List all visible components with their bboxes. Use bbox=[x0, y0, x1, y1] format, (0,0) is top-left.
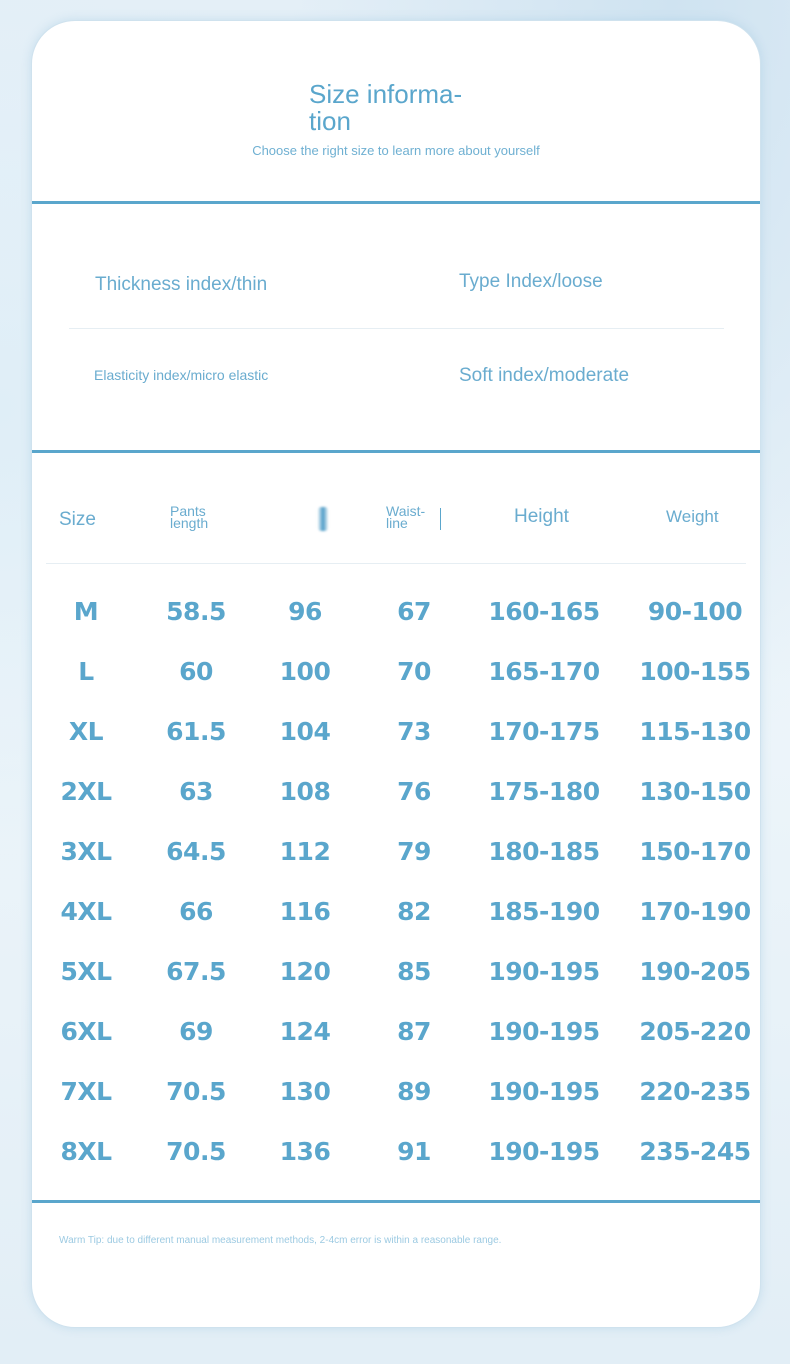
table-cell: 96 bbox=[288, 597, 322, 626]
elasticity-index: Elasticity index/micro elastic bbox=[94, 367, 269, 383]
table-cell: 85 bbox=[397, 957, 431, 986]
table-cell: 70.5 bbox=[166, 1077, 226, 1106]
header-separator bbox=[440, 508, 441, 530]
table-cell: 73 bbox=[397, 717, 431, 746]
table-cell: 90-100 bbox=[647, 597, 743, 626]
table-cell: 104 bbox=[279, 717, 331, 746]
section-divider bbox=[32, 1200, 760, 1203]
table-cell: 190-195 bbox=[488, 1137, 600, 1166]
table-cell: 63 bbox=[179, 777, 213, 806]
table-cell: 91 bbox=[397, 1137, 431, 1166]
table-cell: 67 bbox=[397, 597, 431, 626]
table-cell: 76 bbox=[397, 777, 431, 806]
soft-index: Soft index/moderate bbox=[459, 365, 630, 386]
table-cell: 64.5 bbox=[166, 837, 226, 866]
table-row bbox=[32, 882, 760, 942]
table-cell: 165-170 bbox=[488, 657, 600, 686]
table-cell: 235-245 bbox=[639, 1137, 751, 1166]
table-cell: 61.5 bbox=[166, 717, 226, 746]
section-divider bbox=[32, 450, 760, 453]
table-cell: 190-195 bbox=[488, 1077, 600, 1106]
property-divider bbox=[69, 328, 724, 329]
table-cell: 160-165 bbox=[488, 597, 600, 626]
table-cell: 170-190 bbox=[639, 897, 751, 926]
table-cell: 130-150 bbox=[639, 777, 751, 806]
chest-icon bbox=[318, 507, 328, 531]
header-divider bbox=[46, 563, 746, 564]
table-cell: 112 bbox=[279, 837, 331, 866]
table-cell: 60 bbox=[179, 657, 213, 686]
table-cell: 190-205 bbox=[639, 957, 751, 986]
table-row bbox=[32, 1002, 760, 1062]
header-weight: Weight bbox=[666, 507, 719, 526]
table-cell: 220-235 bbox=[639, 1077, 751, 1106]
table-cell: 115-130 bbox=[639, 717, 751, 746]
thickness-index: Thickness index/thin bbox=[95, 274, 268, 295]
table-cell: 87 bbox=[397, 1017, 431, 1046]
table-cell: 124 bbox=[279, 1017, 331, 1046]
header-pants-length: Pants length bbox=[170, 503, 209, 531]
table-cell: 6XL bbox=[60, 1017, 112, 1046]
type-index: Type Index/loose bbox=[459, 271, 603, 292]
table-row bbox=[32, 702, 760, 762]
table-cell: 66 bbox=[179, 897, 213, 926]
table-cell: 58.5 bbox=[166, 597, 226, 626]
page-title: Size informa- tion bbox=[309, 79, 463, 136]
table-row bbox=[32, 942, 760, 1002]
table-cell: 70 bbox=[397, 657, 431, 686]
table-cell: 190-195 bbox=[488, 1017, 600, 1046]
table-cell: 4XL bbox=[60, 897, 112, 926]
warm-tip: Warm Tip: due to different manual measurement methods, 2-4cm error is within a reasonable range. bbox=[59, 1235, 502, 1246]
table-cell: 120 bbox=[279, 957, 331, 986]
table-cell: 136 bbox=[279, 1137, 331, 1166]
table-row bbox=[32, 642, 760, 702]
table-cell: 190-195 bbox=[488, 957, 600, 986]
table-cell: 175-180 bbox=[488, 777, 600, 806]
table-cell: 185-190 bbox=[488, 897, 600, 926]
table-cell: 100-155 bbox=[639, 657, 751, 686]
header-size: Size bbox=[59, 509, 96, 530]
table-row bbox=[32, 762, 760, 822]
table-row bbox=[32, 582, 760, 642]
table-cell: 116 bbox=[279, 897, 331, 926]
table-cell: M bbox=[73, 597, 99, 626]
table-row bbox=[32, 822, 760, 882]
table-cell: L bbox=[78, 657, 94, 686]
table-cell: XL bbox=[68, 717, 104, 746]
page-subtitle: Choose the right size to learn more about yourself bbox=[252, 143, 540, 158]
table-cell: 7XL bbox=[60, 1077, 112, 1106]
size-info-card bbox=[31, 20, 761, 1328]
table-cell: 130 bbox=[279, 1077, 331, 1106]
table-cell: 205-220 bbox=[639, 1017, 751, 1046]
table-row bbox=[32, 1122, 760, 1182]
table-cell: 108 bbox=[279, 777, 331, 806]
header-waistline: Waist- line bbox=[386, 503, 426, 531]
table-cell: 8XL bbox=[60, 1137, 112, 1166]
table-cell: 82 bbox=[397, 897, 431, 926]
table-cell: 67.5 bbox=[166, 957, 226, 986]
table-cell: 100 bbox=[279, 657, 331, 686]
table-cell: 70.5 bbox=[166, 1137, 226, 1166]
header-height: Height bbox=[514, 506, 569, 527]
table-cell: 69 bbox=[179, 1017, 213, 1046]
table-cell: 89 bbox=[397, 1077, 431, 1106]
table-cell: 5XL bbox=[60, 957, 112, 986]
table-cell: 3XL bbox=[60, 837, 112, 866]
table-cell: 2XL bbox=[60, 777, 112, 806]
table-cell: 150-170 bbox=[639, 837, 751, 866]
table-cell: 170-175 bbox=[488, 717, 600, 746]
section-divider bbox=[32, 201, 760, 204]
table-cell: 180-185 bbox=[488, 837, 600, 866]
table-row bbox=[32, 1062, 760, 1122]
table-cell: 79 bbox=[397, 837, 431, 866]
